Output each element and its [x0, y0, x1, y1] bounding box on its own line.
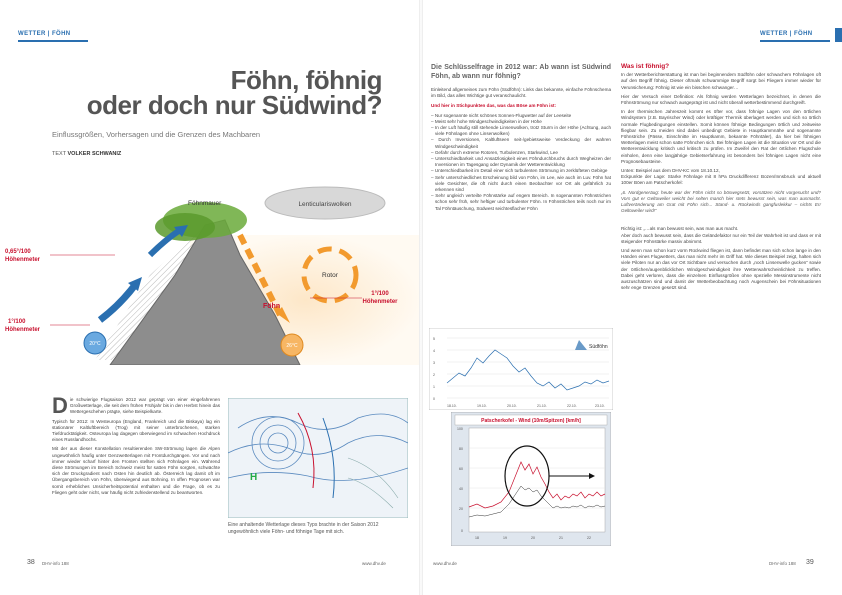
right-p3: In der thermischen Jahreszeit kommt es öfter vor, dass föhnige Lagen von den örtlichen Windsystem (z.B. Bayrischer Wind) oder kräftiger Thermik überlagert werden und sich so örtlich normale Flugbedingungen einstellen. Somit können föhnige Bedingungen örtlich und zeitweise fliegbar sein. Zu meiden sind dabei unbedingt Gebiete in Hauptkammnähe und sogenannte Föhnstriche (Pässe, Einschnitte im Hauptkamm, bekannte Föhntäler), da hier bei föhnigen Wetterlagen meist schon satte Föhnchen sich. Bei föhnigen Lagen ist die Situation vor Ort und die Wetterentwicklung kritisch und kritisch zu prüfen. Im Zweifel den Rat der örtlichen Flugschule einholen, denn eine langjährige Gebietserfahrung ist besonders bei föhnigen Lagen nicht eine Prognosebausteine.	[621, 109, 821, 164]
y-tick: 100	[457, 427, 463, 431]
x-tick: 20.10.	[507, 404, 517, 408]
list-item: – Meist sehr hohe Windgeschwindigkeiten in der Höhe	[431, 118, 542, 124]
rubric-right: WETTER | FÖHN	[760, 31, 813, 37]
y-tick: 20	[459, 507, 463, 511]
label-rotor: Rotor	[322, 272, 338, 279]
title-line-1: Föhn, föhnig	[230, 65, 382, 95]
y-tick: 5	[433, 337, 435, 341]
byline-prefix: TEXT	[52, 151, 66, 157]
x-tick: 21.10.	[537, 404, 547, 408]
mid-list-head: Und hier in Stichpunkten das, was das Böse am Föhn ist:	[431, 103, 557, 109]
label-lapse-left-unit: Höhenmeter	[5, 257, 41, 263]
label-lapse-left-low-unit: Höhenmeter	[5, 327, 41, 333]
x-tick: 23.10.	[595, 404, 605, 408]
mid-intro: Einleitend allgemeines zum Föhn (Südföhn): Links das bekannte, einfache Föhnschema im Bild, das alles Wichtige gut veranschaulicht.	[431, 87, 611, 99]
left-body-text	[52, 393, 220, 499]
footer-url-left: www.dhv.de	[362, 561, 386, 566]
y-tick: 1	[433, 385, 435, 389]
y-tick: 0	[433, 397, 435, 401]
x-tick: 21	[559, 536, 563, 540]
list-item: – Sehr unterschiedliches Erscheinung bild von Föhn, im Lee, wie auch im Luv. Föhn hat viele Gesichter, die oft nicht durch einen Beobachter vor Ort als gefährlich zu erkennen sind	[431, 174, 611, 193]
x-tick: 22.10.	[567, 404, 577, 408]
x-tick: 19.10.	[477, 404, 487, 408]
y-tick: 3	[433, 361, 435, 365]
left-body-p2: Typisch für 2012: In Westeuropa (England, Frankreich und die Biskaya) lag ein stationärer Kaltluftbereich (Trog) mit seiner unterbrochenen, starken Tiefdrucktätigkeit. Osteuropa lag dagegen überwiegend im schwachen Hochdruck eines Russlandhochs.	[52, 418, 220, 443]
label-lapse-left-value: 0,65°/100	[5, 249, 31, 255]
byline-author: VOLKER SCHWANIZ	[67, 151, 122, 157]
label-foehnmauer: Föhnmauer	[188, 200, 222, 207]
pressure-chart	[429, 328, 613, 410]
blue-tab	[835, 28, 842, 42]
label-foehn: Föhn	[263, 303, 281, 310]
mid-column	[431, 64, 611, 212]
map-caption: Eine anhaltende Wetterlage dieses Typs brachte in der Saison 2012 ungewöhnlich viele Föhn- und föhnige Tage mit sich.	[228, 522, 379, 535]
right-p2: Hier der Versuch einer Definition: Als föhnig werden Wetterlagen bezeichnet, in denen die Föhnströmung nur schwach ausgeprägt ist und nicht überall wetterbestimmend durchgreift.	[621, 93, 821, 106]
right-p5: Eckpunkte der Lage: Starke Föhnlage mit 8 hPa Druckdifferenz Bozen/Innsbruck und aktuell 100er Böen am Patscherkofel:	[621, 174, 821, 186]
y-tick: 40	[459, 487, 463, 491]
label-lapse-left-low-value: 1°/100	[8, 319, 26, 325]
list-item: – Unterschiedbarkeit und Ansatzlosigkeit eines Föhndurchbruchs durch Wegheizen der Inversionen im Tagesgang oder Dynamik der Wetterentwicklung	[431, 156, 611, 168]
right-p4: Unten: Beispiel aus dem DHV-KC vom 18.10.12,	[621, 168, 720, 174]
dropcap: D	[52, 393, 68, 418]
y-tick: 2	[433, 373, 435, 377]
right-p8: Und wenn man schon kurz vorm Rückwind fliegen ist, dann befindet man sich schon lange in den Händen eines Flugwetters, das man nicht mehr im Griff hat. Wie dieses Beispiel zeigt, halten sich viele Piloten nur an das vor Ort Sichtbare und versuchen durch „noch Linsenwelle gucken“ sowie der örtlichen/augenblicklichen Windgeschwindigkeit ihre Wetterwahrscheinlichkeit zu treffen. Dabei geht verloren, dass die einzelnen Einflussgrößen ohne spezielle Messinstrumente nicht auszuschätzen sind und damit der Wetterbeobachtung noch Augenschein bei Föhnsituationen sehr enge Grenzen gesetzt sind.	[621, 248, 821, 291]
weather-map	[228, 398, 408, 518]
article-subtitle: Einflussgrößen, Vorhersagen und die Grenzen des Machbaren	[52, 130, 261, 139]
y-tick: 80	[459, 447, 463, 451]
right-quote: „6. Nordgeneräug: heute war der Föhn nicht so böswegsetzt, vorsätzen nicht vorgesucht und? Vors gut er Geltoweiler weicht bei selten manch hier stets bewusst sein, was man ausmacht. Luftveränderung am Grat mit Föhn sich... Stand- u. Rückwinds gangfuslekkur – nichts Err Geltoweiler wird!“	[621, 189, 821, 214]
list-item: – Sehr ungleich verteilte Föhnstärke auf engem Bereich. In sogenannten Föhnstrichen schon sehr früh, sehr heftiger und turbulenter Föhn. In Föhnstrichen teils noch nur im Tal Föhntäuschung, Südwest seichtesflacher Föhn	[431, 193, 611, 211]
title-line-2: oder doch nur Südwind?	[86, 90, 382, 120]
article-title	[52, 65, 382, 120]
rubric-bar-right	[760, 40, 830, 42]
svg-text:H: H	[250, 472, 258, 483]
right-column	[621, 64, 821, 295]
foehn-diagram	[0, 165, 421, 365]
page-number-left: 38	[27, 559, 35, 566]
left-body-p3: Mit der aus dieser Konstellation resultierenden SW-Strömung lagen die Alpen ungewöhnlich häufig unter Genzwetterlagen mit Frontdurchgängen. Vor und nach immer wieder scharf hinter den Fronten stellten sich Föhnlagen ein. Während diese Strömungen im Bereich Schweiz meist für satten Föhn sorgten, schwächte sich der Druckgradient nach Osten hin deutlich ab. Österreich lag damit oft im Übergangsbereich von Föhn, überwiegend aus Bohning. In offen Prognosen war somit erhebliches Unsicherheitspotential enthalten und die Frage, ob es zu Fliegen geht oder nicht, war häufig nicht zufriedenstellend zu beantworten.	[52, 446, 220, 495]
y-tick: 4	[433, 349, 435, 353]
page-number-right: 39	[806, 559, 814, 566]
chart2-title: Patscherkofel - Wind (10m/Spitzen) [km/h]	[481, 418, 581, 424]
list-item: – Gefahr durch extreme Rotoren, Turbulenzen, Starkwind, Lee	[431, 149, 558, 155]
left-body-p1: ie schwierige Flugsaison 2012 war geprägt von einer eingefahrenen Großwetterlage, die seit dem frühen Frühjahr bis in den Herbst hinein das Wettergeschehen prägte, siehe Beispielkarte.	[69, 397, 220, 415]
list-item: – Unterschiedbarkeit im Detail einer sich turbulenten Strömung im zerklüfteten Gebirge	[431, 168, 608, 174]
right-page	[421, 0, 842, 595]
label-temp-right: 26°C	[286, 343, 298, 349]
label-lapse-right-value: 1°/100	[371, 291, 389, 297]
rubric-bar-left	[18, 40, 88, 42]
mid-list	[431, 113, 611, 212]
list-item: – Durch Inversionen, Kaltluftseen seit-/gebietsweise Verdeckung der wahren Windgeschwindigkeit	[431, 137, 611, 149]
wind-chart	[451, 412, 611, 546]
label-temp-left: 20°C	[89, 341, 101, 347]
y-tick: 0	[461, 529, 463, 533]
x-tick: 18.10.	[447, 404, 457, 408]
y-tick: 60	[459, 467, 463, 471]
right-p7: Aber doch auch bewusst sein, dass die Geländefaktor nur ein Teil der Wahrheit ist und dass er mit steigender Föhnstärke massiv abnimmt.	[621, 232, 821, 244]
right-head: Was ist föhnig?	[621, 63, 670, 70]
label-lapse-right-unit: Höhenmeter	[362, 299, 398, 305]
mid-head: Die Schlüsselfrage in 2012 war: Ab wann ist Südwind Föhn, ab wann nur föhnig?	[431, 64, 611, 80]
chart1-label: Südföhn	[589, 344, 608, 350]
x-tick: 22	[587, 536, 591, 540]
label-lenticularis: Lenticulariswolken	[298, 201, 352, 208]
list-item: – Nur sogenannte nicht schönes Sonnen-Flugwetter auf der Leeseite	[431, 112, 572, 118]
x-tick: 19	[503, 536, 507, 540]
right-p6: Richtig ist: „…als man bewusst sein, was man aus macht.	[621, 226, 739, 232]
footer-info-right: DHV-info 188	[769, 561, 796, 566]
x-tick: 20	[531, 536, 535, 540]
right-p1: In der Wetterberichterstattung ist man bei beginnendem Südföhn oder schwachem Föhnlagen oft auf den Begriff föhnig. Dieser oftmals schwammige Begriff sorgt bei Fliegern immer wieder für Verunsicherung: Föhnig ist wie ein bisschen schwanger…	[621, 72, 821, 90]
byline	[52, 151, 121, 157]
footer-info-left: DHV-info 188	[42, 561, 69, 566]
footer-url-right: www.dhv.de	[433, 561, 457, 566]
list-item: – In der Luft häufig still stehende Linsenwolken, trotz Sturm in der Höhe (Achtung, auch viele Föhnlagen ohne Linsenwolken)	[431, 125, 611, 137]
rubric-left: WETTER | FÖHN	[18, 31, 71, 37]
x-tick: 18	[475, 536, 479, 540]
